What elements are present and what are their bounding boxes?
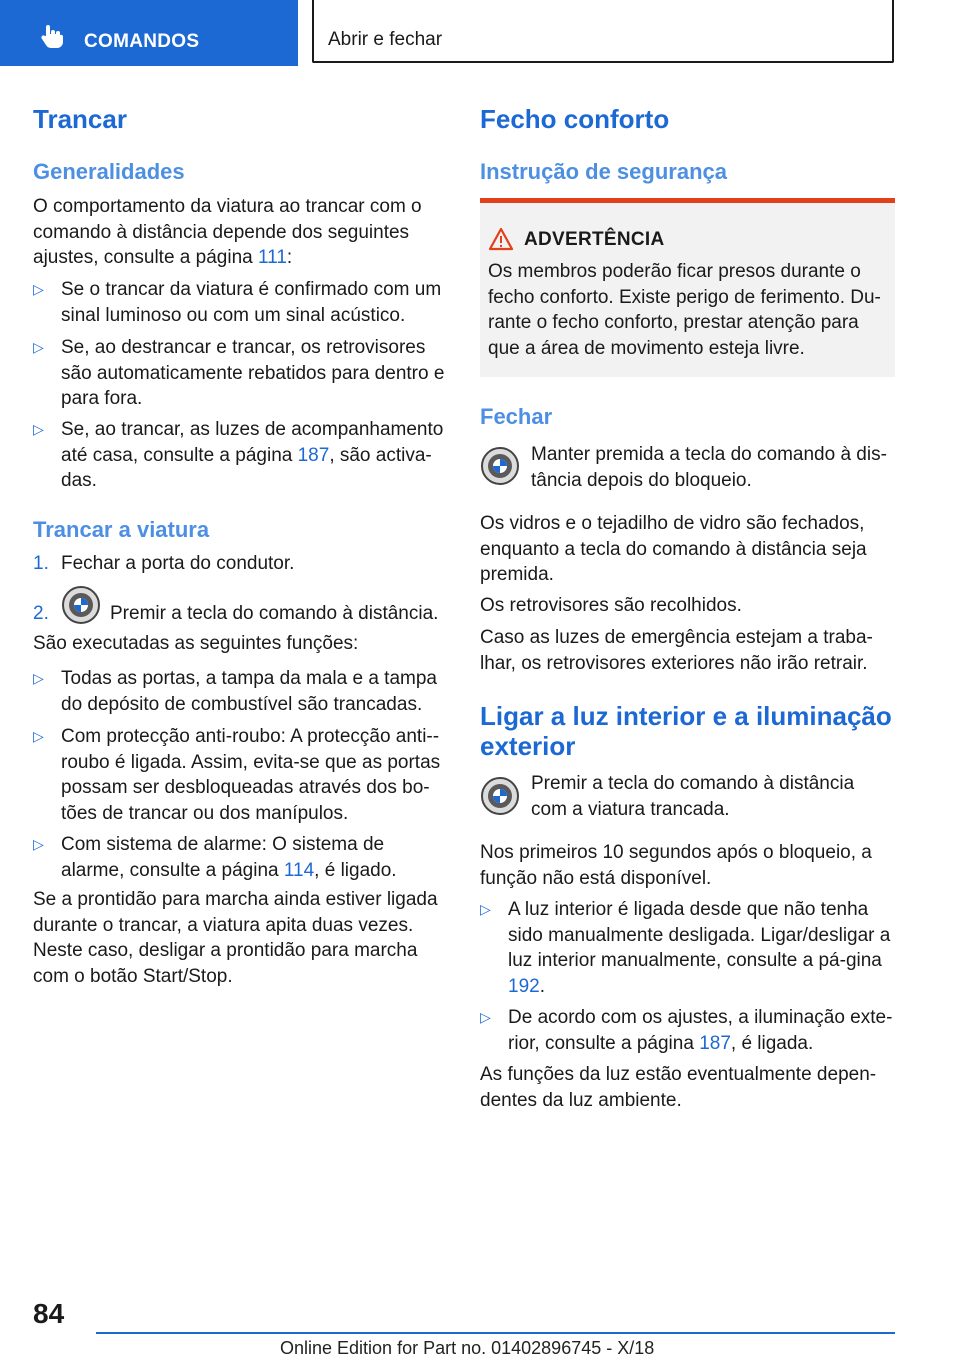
footer-edition: Online Edition for Part no. 01402896745 - X/18 bbox=[280, 1338, 655, 1358]
warning-text: Os membros poderão ficar presos durante o fecho conforto. Existe perigo de ferimento. Du-rante o fecho conforto, prestar atenção para que a área de movimento esteja livre. bbox=[488, 261, 881, 359]
bmw-key-icon bbox=[480, 446, 520, 486]
bullet-triangle-icon: ▷ bbox=[33, 836, 44, 852]
heading-generalidades: Generalidades bbox=[33, 159, 185, 184]
hand-pointer-icon bbox=[38, 22, 66, 50]
heading-fechar: Fechar bbox=[480, 404, 553, 429]
bmw-key-icon bbox=[480, 776, 520, 816]
fechar-icon-text: Manter premida a tecla do comando à dis-tância depois do bloqueio. bbox=[531, 444, 887, 491]
heading-ligar-luz: Ligar a luz interior e a iluminação exterior bbox=[480, 701, 892, 761]
ligar-paragraph-2: As funções da luz estão eventualmente depen-dentes da luz ambiente. bbox=[480, 1064, 877, 1111]
footer-divider bbox=[96, 1332, 895, 1334]
section-tab-abrir-fechar[interactable] bbox=[312, 0, 894, 63]
heading-trancar: Trancar bbox=[33, 104, 127, 134]
heading-trancar-viatura: Trancar a viatura bbox=[33, 517, 210, 542]
page-link-187[interactable]: 187 bbox=[297, 444, 330, 466]
bmw-key-icon bbox=[61, 585, 101, 625]
fechar-paragraph-1: Os vidros e o tejadilho de vidro são fechados, enquanto a tecla do comando à distância seja premida. bbox=[480, 513, 867, 585]
fechar-paragraph-3: Caso as luzes de emergência estejam a traba-lhar, os retrovisores exteriores não irão retrair. bbox=[480, 627, 873, 674]
bullet-triangle-icon: ▷ bbox=[33, 339, 44, 355]
step-item: 1. Fechar a porta do condutor. bbox=[33, 553, 295, 574]
chapter-tab-comandos[interactable] bbox=[0, 0, 298, 66]
heading-fecho-conforto: Fecho conforto bbox=[480, 104, 670, 134]
heading-instrucao-seguranca: Instrução de segurança bbox=[480, 159, 727, 184]
chapter-tab-label: COMANDOS bbox=[84, 31, 200, 52]
ligar-icon-text: Premir a tecla do comando à distância com a viatura trancada. bbox=[531, 773, 855, 820]
warning-title: ADVERTÊNCIA bbox=[524, 229, 665, 250]
chapter-tab-bar bbox=[0, 0, 960, 66]
step-item: 2. Premir a tecla do comando à distância. bbox=[33, 601, 448, 626]
page-link-187[interactable]: 187 bbox=[699, 1032, 731, 1054]
bullet-triangle-icon: ▷ bbox=[33, 281, 44, 297]
bullet-triangle-icon: ▷ bbox=[480, 1009, 491, 1025]
final-paragraph: Se a prontidão para marcha ainda estiver ligada durante o trancar, a viatura apita duas vezes. Neste caso, desligar a prontidão para marcha com o botão Start/Stop. bbox=[33, 889, 438, 987]
bullet-triangle-icon: ▷ bbox=[33, 421, 44, 437]
page-link-192[interactable]: 192 bbox=[508, 975, 540, 997]
section-tab-label: Abrir e fechar bbox=[328, 29, 443, 50]
ligar-paragraph-1: Nos primeiros 10 segundos após o bloqueio, a função não está disponível. bbox=[480, 842, 872, 889]
bullet-triangle-icon: ▷ bbox=[33, 728, 44, 744]
warning-triangle-icon bbox=[488, 227, 514, 251]
page-number: 84 bbox=[33, 1298, 65, 1329]
funcoes-intro: São executadas as seguintes funções: bbox=[33, 633, 359, 654]
warning-box bbox=[480, 198, 895, 377]
generalidades-paragraph: O comportamento da viatura ao trancar com o comando à distância depende dos seguintes ajustes, consulte a página 111: bbox=[33, 196, 422, 268]
bullet-triangle-icon: ▷ bbox=[480, 901, 491, 917]
page-link-111[interactable]: 111 bbox=[258, 247, 287, 268]
bullet-triangle-icon: ▷ bbox=[33, 670, 44, 686]
fechar-paragraph-2: Os retrovisores são recolhidos. bbox=[480, 595, 742, 616]
page-link-114[interactable]: 114 bbox=[283, 859, 315, 881]
